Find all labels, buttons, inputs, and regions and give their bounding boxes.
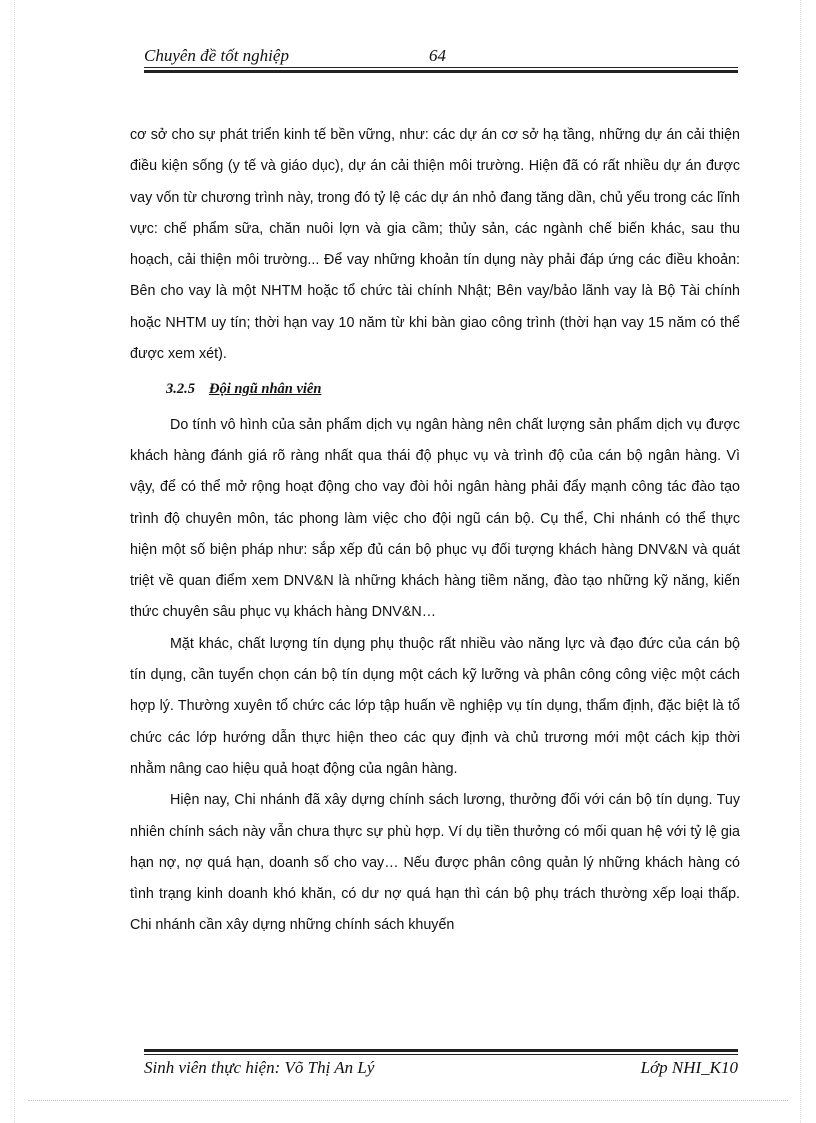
header-rule-thin (144, 67, 738, 68)
paragraph-2: Do tính vô hình của sản phẩm dịch vụ ngân hàng nên chất lượng sản phẩm dịch vụ được khách hàng đánh giá rõ ràng nhất qua thái độ phục vụ và trình độ của cán bộ ngân hàng. Vì vậy, để có thể mở rộng hoạt động cho vay đòi hỏi ngân hàng phải đẩy mạnh công tác đào tạo trình độ chuyên môn, tác phong làm việc cho đội ngũ cán bộ. Cụ thể, Chi nhánh có thể thực hiện một số biện pháp như: sắp xếp đủ cán bộ phục vụ đối tượng khách hàng DNV&N và quát triệt về quan điểm xem DNV&N là những khách hàng tiềm năng, đào tạo những kỹ năng, kiến thức chuyên sâu phục vụ khách hàng DNV&N… (130, 416, 740, 621)
page-header (144, 46, 738, 68)
footer-class: Lớp NHI_K10 (640, 1058, 738, 1077)
header-title: Chuyên đề tốt nghiệp (144, 46, 289, 65)
page-edge-right (800, 0, 801, 1123)
paragraph-4: Hiện nay, Chi nhánh đã xây dựng chính sách lương, thưởng đối với cán bộ tín dụng. Tuy nhiên chính sách này vẫn chưa thực sự phù hợp. Ví dụ tiền thưởng có mối quan hệ với tỷ lệ gia hạn nợ, nợ quá hạn, doanh số cho vay… Nếu được phân công quản lý những khách hàng có tình trạng kinh doanh khó khăn, có dư nợ quá hạn thì cán bộ phụ trách thường xếp loại thấp. Chi nhánh cần xây dựng những chính sách khuyến (130, 792, 740, 934)
paragraph-3: Mặt khác, chất lượng tín dụng phụ thuộc rất nhiều vào năng lực và đạo đức của cán bộ tín dụng, cần tuyển chọn cán bộ tín dụng một cách kỹ lưỡng và phân công công việc một cách hợp lý. Thường xuyên tổ chức các lớp tập huấn về nghiệp vụ tín dụng, thẩm định, đặc biệt là tổ chức các lớp hướng dẫn thực hiện theo các quy định và chủ trương mới một cách kịp thời nhằm nâng cao hiệu quả hoạt động của ngân hàng. (130, 635, 740, 777)
section-number: 3.2.5 (166, 381, 195, 398)
paragraph-1: cơ sở cho sự phát triển kinh tế bền vững, như: các dự án cơ sở hạ tầng, những dự án cải thiện điều kiện sống (y tế và giáo dục), dự án cải thiện môi trường. Hiện đã có rất nhiều dự án được vay vốn từ chương trình này, trong đó tỷ lệ các dự án nhỏ đang tăng dần, chủ yếu trong các lĩnh vực: chế phẩm sữa, chăn nuôi lợn và gia cầm; thủy sản, các ngành chế biến khác, sau thu hoạch, cải thiện môi trường... Để vay những khoản tín dụng này phải đáp ứng các điều khoản: Bên cho vay là một NHTM hoặc tổ chức tài chính Nhật; Bên vay/bảo lãnh vay là Bộ Tài chính hoặc NHTM uy tín; thời hạn vay 10 năm từ khi bàn giao công trình (thời hạn vay 15 năm có thể được xem xét). (130, 127, 740, 363)
page-number: 64 (429, 46, 446, 65)
document-body (130, 120, 740, 942)
section-title: Đội ngũ nhân viên (209, 381, 322, 398)
page-edge-left (14, 0, 15, 1123)
page-bottom-dotted-line (28, 1100, 788, 1101)
footer-rule-thin (144, 1054, 738, 1055)
footer-rule-thick (144, 1049, 738, 1052)
page-footer (144, 1058, 738, 1080)
header-rule-thick (144, 70, 738, 73)
footer-student: Sinh viên thực hiện: Võ Thị An Lý (144, 1058, 375, 1077)
section-heading (166, 374, 740, 405)
